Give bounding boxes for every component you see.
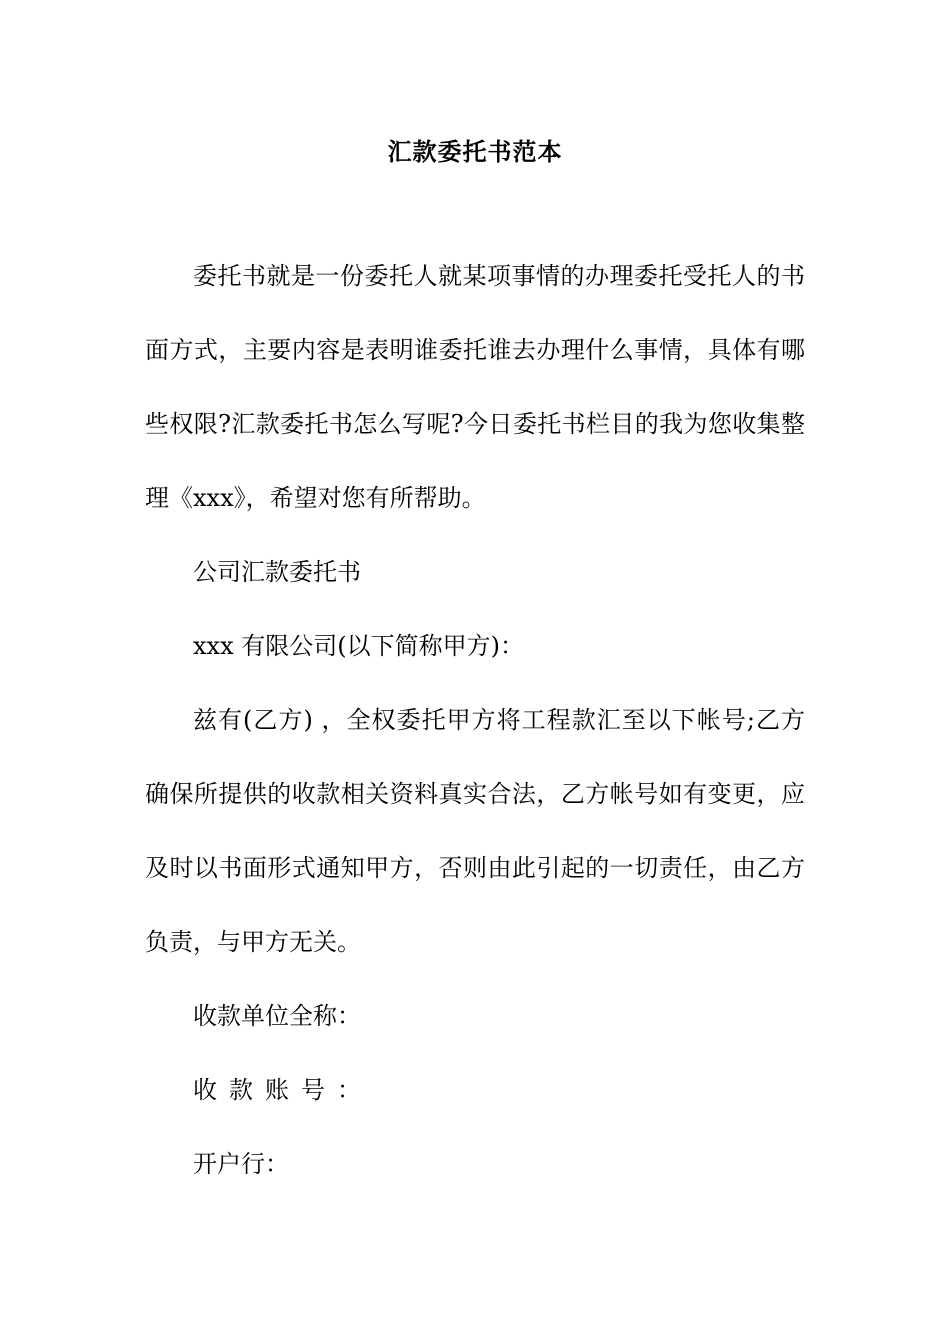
account-label: 收款账号：	[193, 1076, 373, 1104]
intro-paragraph	[145, 258, 805, 517]
intro-line: 委托书就是一份委托人就某项事情的办理委托受托人的书	[193, 262, 805, 290]
authorization-line: 兹有(乙方) ，全权委托甲方将工程款汇至以下帐号;乙方	[193, 706, 805, 734]
section-heading: 公司汇款委托书	[193, 558, 361, 586]
intro-line: 理《xxx》，希望对您有所帮助。	[145, 484, 486, 512]
bank-label: 开户行：	[193, 1150, 289, 1178]
intro-line: 些权限?汇款委托书怎么写呢?今日委托书栏目的我为您收集整	[145, 410, 805, 438]
document-body	[145, 258, 805, 1183]
addressee-line: xxx 有限公司(以下简称甲方)：	[193, 632, 524, 660]
authorization-line: 及时以书面形式通知甲方，否则由此引起的一切责任，由乙方	[145, 854, 805, 882]
payee-name-label: 收款单位全称：	[193, 1002, 361, 1030]
authorization-line: 确保所提供的收款相关资料真实合法，乙方帐号如有变更，应	[145, 780, 805, 808]
authorization-line: 负责，与甲方无关。	[145, 928, 361, 956]
intro-line: 面方式，主要内容是表明谁委托谁去办理什么事情，具体有哪	[145, 336, 805, 364]
document-title: 汇款委托书范本	[387, 137, 563, 166]
authorization-paragraph	[145, 702, 805, 961]
